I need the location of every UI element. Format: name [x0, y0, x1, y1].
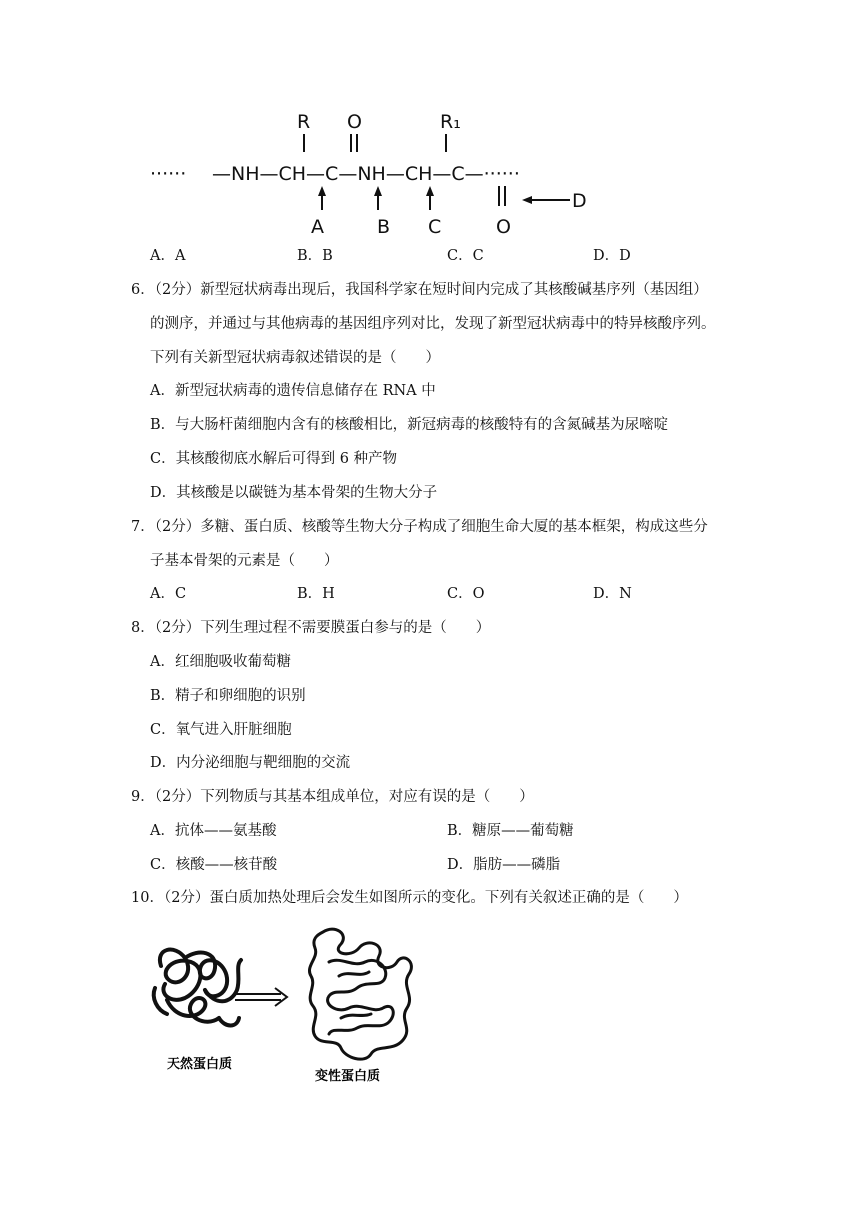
peptide-structure-figure	[0, 100, 860, 340]
q5-option-a: A．A	[150, 248, 186, 264]
q7-stem-line-1: 7．（2分）多糖、蛋白质、核酸等生物大分子构成了细胞生命大厦的基本框架，构成这些分	[131, 519, 708, 535]
q8-option-a: A．红细胞吸收葡萄糖	[150, 654, 291, 670]
chain-dots: ······	[150, 163, 187, 185]
q5-option-b: B．B	[297, 248, 333, 264]
q5-option-c: C．C	[447, 248, 484, 264]
q7-option-b: B．H	[297, 586, 335, 602]
q9-option-a: A．抗体——氨基酸	[150, 823, 277, 839]
label-o-top: O	[347, 111, 362, 133]
q7-option-c: C．O	[447, 586, 485, 602]
q6-stem-line-1: 6．（2分）新型冠状病毒出现后，我国科学家在短时间内完成了其核酸碱基序列（基因组）	[131, 282, 708, 298]
q10-stem: 10．（2分）蛋白质加热处理后会发生如图所示的变化。下列有关叙述正确的是（ ）	[131, 890, 688, 906]
q6-option-d: D．其核酸是以碳链为基本骨架的生物大分子	[150, 485, 438, 501]
arrow-d-head	[522, 196, 532, 204]
q8-stem: 8．（2分）下列生理过程不需要膜蛋白参与的是（ ）	[131, 620, 491, 636]
q8-option-c: C．氧气进入肝脏细胞	[150, 722, 292, 738]
protein-denaturation-figure	[145, 918, 445, 1088]
arrow-label-a: A	[311, 216, 324, 238]
q6-option-a: A．新型冠状病毒的遗传信息储存在 RNA 中	[150, 383, 436, 399]
denatured-protein-label: 变性蛋白质	[315, 1069, 381, 1084]
transform-arrow	[235, 988, 287, 1006]
q7-stem-line-2: 子基本骨架的元素是（ ）	[150, 553, 339, 569]
denatured-protein-illustration	[309, 929, 411, 1059]
arrow-b-head	[374, 186, 382, 196]
label-r1: R₁	[440, 111, 461, 133]
label-r: R	[297, 111, 311, 133]
q6-option-b: B．与大肠杆菌细胞内含有的核酸相比，新冠病毒的核酸特有的含氮碱基为尿嘧啶	[150, 417, 669, 433]
q9-option-d: D．脂肪——磷脂	[447, 857, 561, 873]
q9-stem: 9．（2分）下列物质与其基本组成单位，对应有误的是（ ）	[131, 789, 534, 805]
q6-option-c: C．其核酸彻底水解后可得到 6 种产物	[150, 451, 398, 467]
arrow-label-b: B	[377, 216, 391, 238]
q7-option-a: A．C	[150, 586, 187, 602]
chain-main: —NH—CH—C—NH—CH—C—······	[212, 163, 520, 185]
q6-stem-line-3: 下列有关新型冠状病毒叙述错误的是（ ）	[150, 350, 440, 366]
arrow-a-head	[318, 186, 326, 196]
q6-stem-line-2: 的测序，并通过与其他病毒的基因组序列对比，发现了新型冠状病毒中的特异核酸序列。	[150, 316, 716, 332]
q9-option-c: C．核酸——核苷酸	[150, 857, 278, 873]
q8-option-d: D．内分泌细胞与靶细胞的交流	[150, 755, 351, 771]
q7-option-d: D．N	[593, 586, 632, 602]
label-o-bottom: O	[496, 216, 511, 238]
q8-option-b: B．精子和卵细胞的识别	[150, 688, 306, 704]
native-protein-label: 天然蛋白质	[167, 1057, 233, 1072]
arrow-label-d: D	[572, 190, 587, 212]
arrow-label-c: C	[428, 216, 442, 238]
arrow-c-head	[426, 186, 434, 196]
q5-option-d: D．D	[593, 248, 631, 264]
native-protein-illustration	[154, 950, 241, 1026]
q9-option-b: B．糖原——葡萄糖	[447, 823, 574, 839]
